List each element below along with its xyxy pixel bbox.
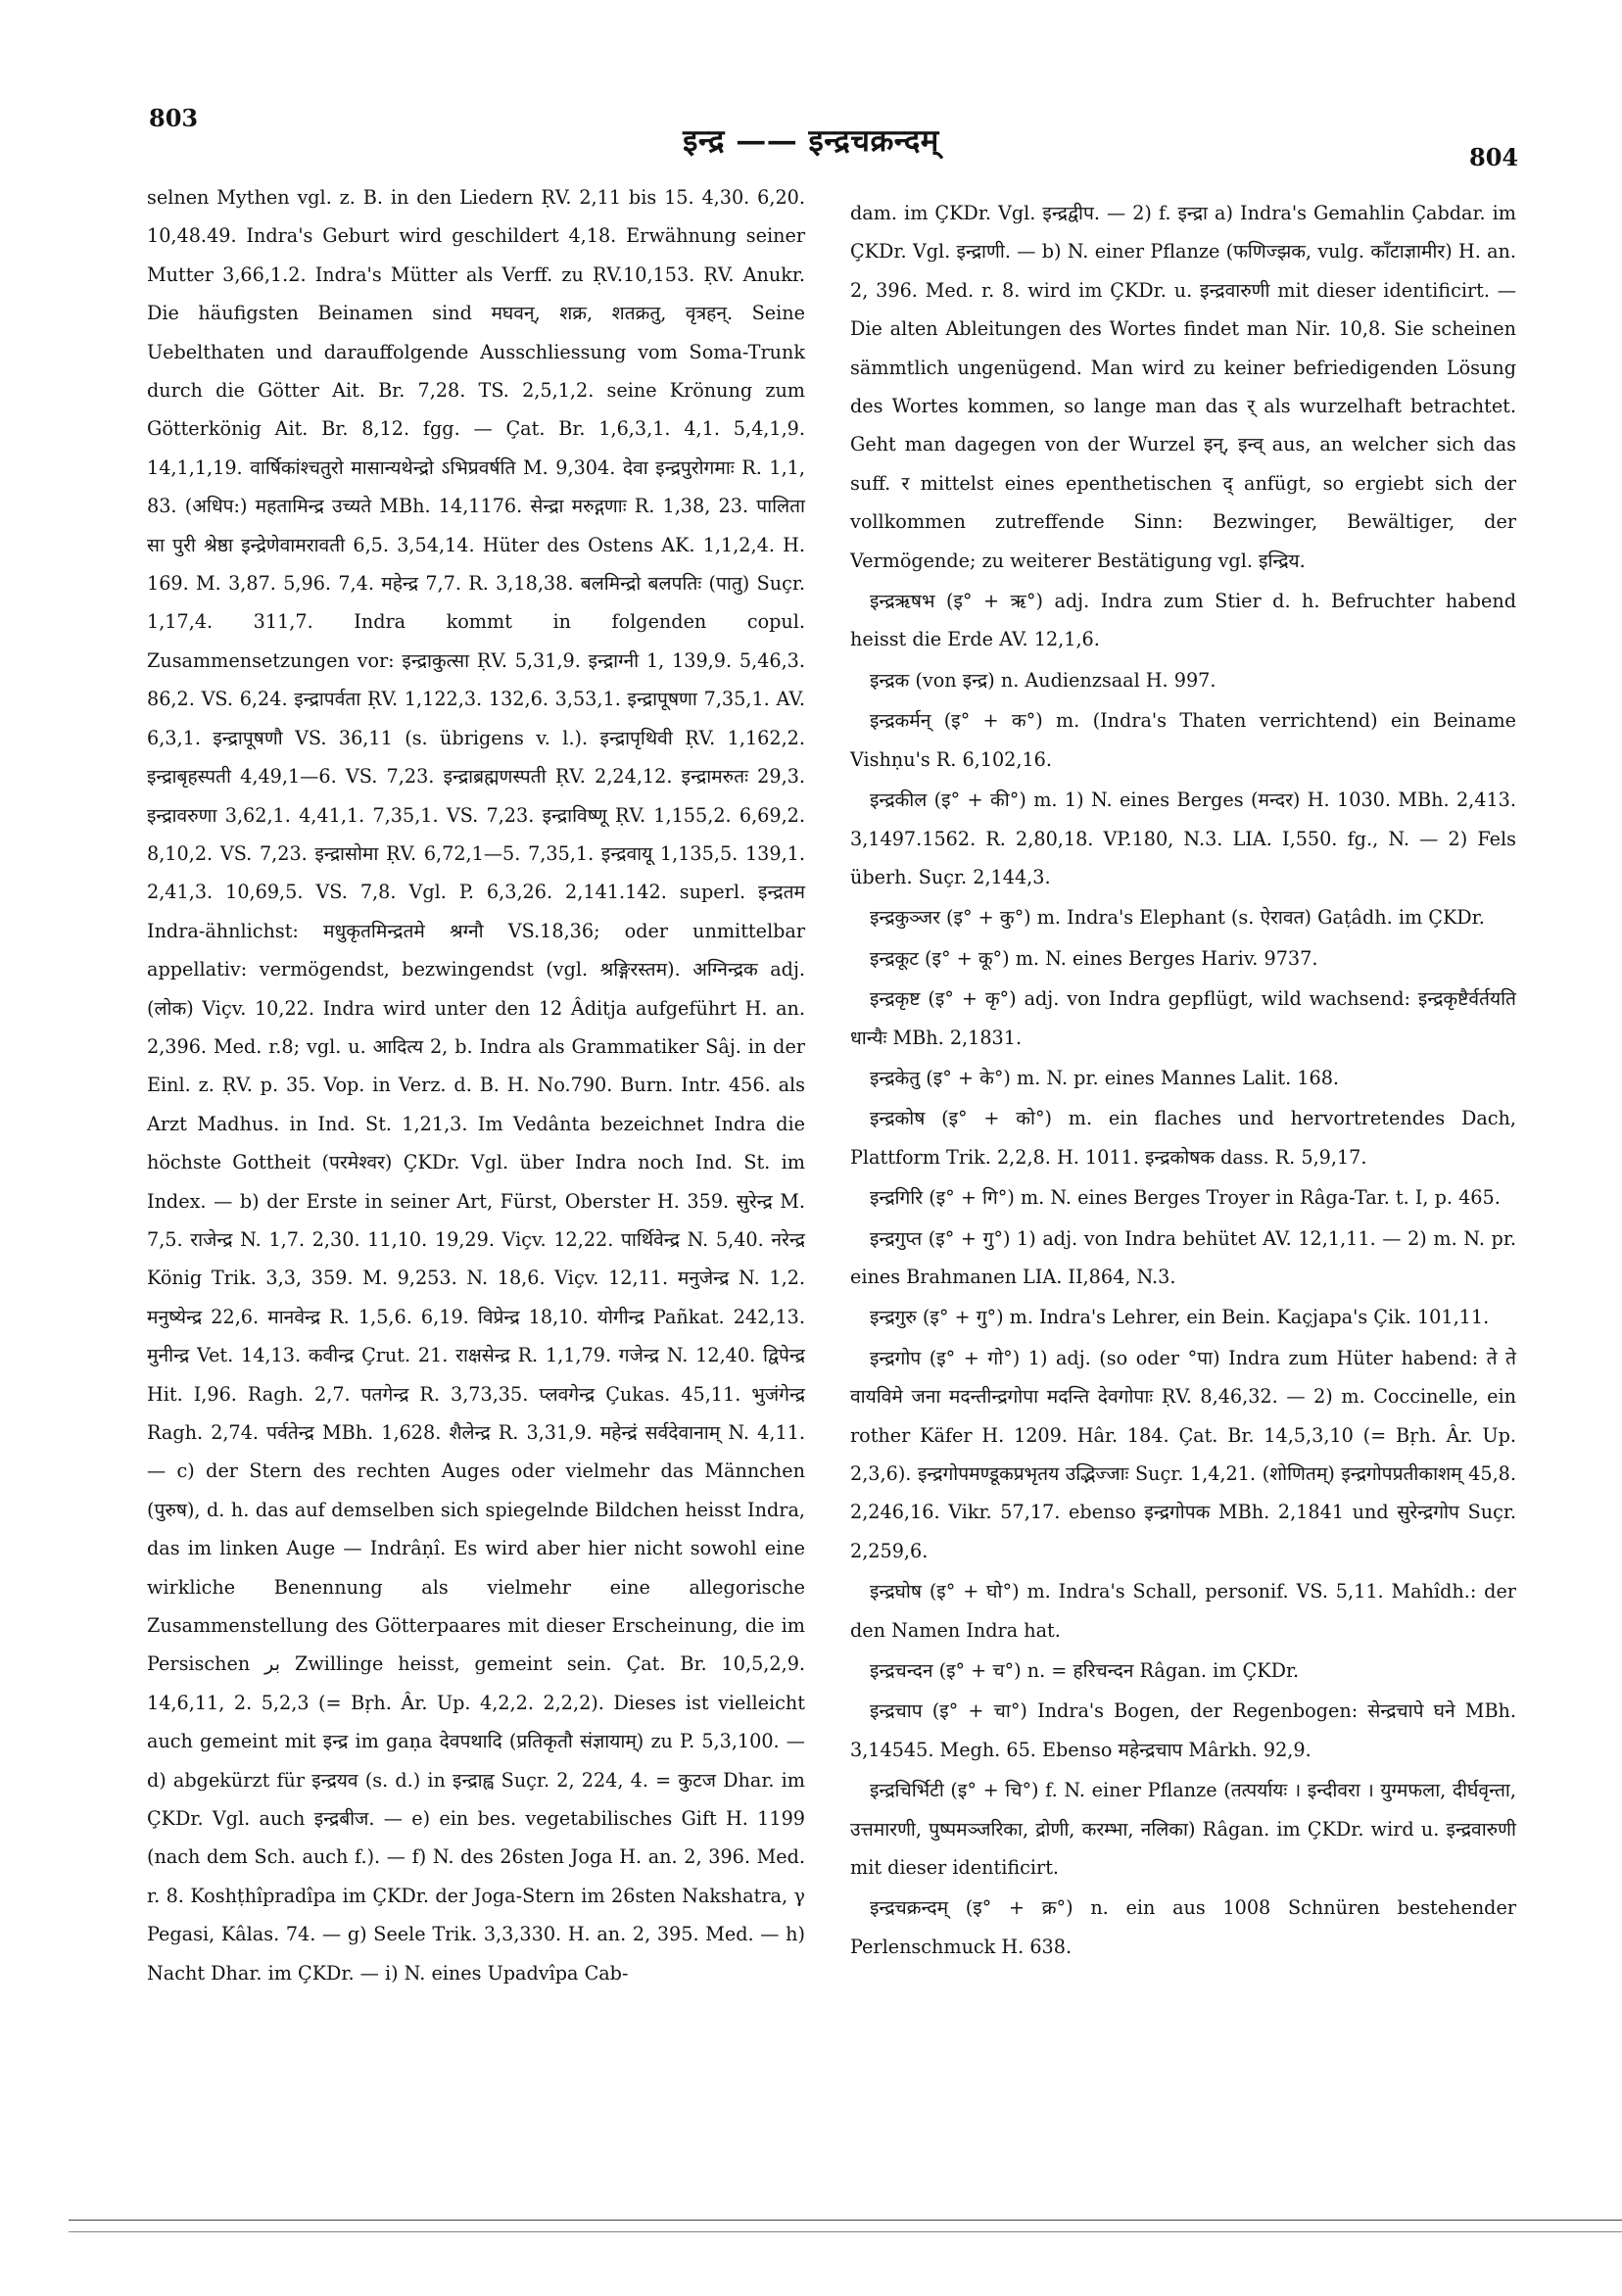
right-page-number: 804 [1469, 143, 1519, 171]
left-column-text: selnen Mythen vgl. z. B. in den Liedern ṚV. 2,11 bis 15. 4,30. 6,20. 10,48.49. Indra's Geburt wird geschildert 4,18. Erwähnung seiner Mutter 3,66,1.2. Indra's Mütter als Verff. zu ṚV.10,153. ṚV. Anukr. Die häufigsten Beinamen sind मघवन्, शक्र, शतक्रतु, वृत्रहन्. Seine Uebelthaten und darauffolgende Ausschliessung vom Soma-Trunk durch die Götter Ait. Br. 7,28. TS. 2,5,1,2. seine Krönung zum Götterkönig Ait. Br. 8,12. fgg. — Çat. Br. 1,6,3,1. 4,1. 5,4,1,9. 14,1,1,19. वार्षिकांश्चतुरो मासान्यथेन्द्रो ऽभिप्रवर्षति M. 9,304. देवा इन्द्रपुरोगमाः R. 1,1, 83. (अधिप:) महतामिन्द्र उच्यते MBh. 14,1176. सेन्द्रा मरुद्गणाः R. 1,38, 23. पालिता सा पुरी श्रेष्ठा इन्द्रेणेवामरावती 6,5. 3,54,14. Hüter des Ostens AK. 1,1,2,4. H. 169. M. 3,87. 5,96. 7,4. महेन्द्र 7,7. R. 3,18,38. बलमिन्द्रो बलपतिः (पातु) Suçr. 1,17,4. 311,7. Indra kommt in folgenden copul. Zusammensetzungen vor: इन्द्राकुत्सा ṚV. 5,31,9. इन्द्राग्नी 1, 139,9. 5,46,3. 86,2. VS. 6,24. इन्द्रापर्वता ṚV. 1,122,3. 132,6. 3,53,1. इन्द्रापूषणा 7,35,1. AV. 6,3,1. इन्द्रापूषणौ VS. 36,11 (s. übrigens v. l.). इन्द्रापृथिवी ṚV. 1,162,2. इन्द्राबृहस्पती 4,49,1—6. VS. 7,23. इन्द्राब्रह्मणस्पती ṚV. 2,24,12. इन्द्रामरुतः 29,3. इन्द्रावरुणा 3,62,1. 4,41,1. 7,35,1. VS. 7,23. इन्द्राविष्णू ṚV. 1,155,2. 6,69,2. 8,10,2. VS. 7,23. इन्द्रासोमा ṚV. 6,72,1—5. 7,35,1. इन्द्रवायू 1,135,5. 139,1. 2,41,3. 10,69,5. VS. 7,8. Vgl. P. 6,3,26. 2,141.142. superl. इन्द्रतम Indra-ähnlichst: मधुकृतमिन्द्रतमे श्रग्नौ VS.18,36; oder unmittelbar appellativ: vermögendst, bezwingendst (vgl. श्रङ्गिरस्तम). अग्निन्द्रक adj. (लोक) Viçv. 10,22. Indra wird unter den 12 Âditja aufgeführt H. an. 2,396. Med. r.8; vgl. u. आदित्य 2, b. Indra als Grammatiker Sâj. in der Einl. z. ṚV. p. 35. Vop. in Verz. d. B. H. No.790. Burn. Intr. 456. als Arzt Madhus. in Ind. St. 1,21,3. Im Vedânta bezeichnet Indra die höchste Gottheit (परमेश्वर) ÇKDr. Vgl. über Indra noch Ind. St. im Index. — b) der Erste in seiner Art, Fürst, Oberster H. 359. सुरेन्द्र M. 7,5. राजेन्द्र N. 1,7. 2,30. 11,10. 19,29. Viçv. 12,22. पार्थिवेन्द्र N. 5,40. नरेन्द्र König Trik. 3,3, 359. M. 9,253. N. 18,6. Viçv. 12,11. मनुजेन्द्र N. 1,2. मनुष्येन्द्र 22,6. मानवेन्द्र R. 1,5,6. 6,19. विप्रेन्द्र 18,10. योगीन्द्र Pañkat. 242,13. मुनीन्द्र Vet. 14,13. कवीन्द्र Çrut. 21. राक्षसेन्द्र R. 1,1,79. गजेन्द्र N. 12,40. द्विपेन्द्र Hit. I,96. Ragh. 2,7. पतगेन्द्र R. 3,73,35. प्लवगेन्द्र Çukas. 45,11. भुजंगेन्द्र Ragh. 2,74. पर्वतेन्द्र MBh. 1,628. शैलेन्द्र R. 3,31,9. महेन्द्रं सर्वदेवानाम् N. 4,11. — c) der Stern des rechten Auges oder vielmehr das Männchen (पुरुष), d. h. das auf demselben sich spiegelnde Bildchen heisst Indra, das im linken Auge — Indrâṇî. Es wird aber hier nicht sowohl eine wirkliche Benennung als vielmehr eine allegorische Zusammenstellung des Götterpaares mit dieser Erscheinung, die im Persischen ﺑﺮ Zwillinge heisst, gemeint sein. Çat. Br. 10,5,2,9. 14,6,11, 2. 5,2,3 (= Bṛh. Âr. Up. 4,2,2. 2,2,2). Dieses ist vielleicht auch gemeint mit इन्द्र im gaṇa देवपथादि (प्रतिकृतौ संज्ञायाम्) zu P. 5,3,100. — d) abgekürzt für इन्द्रयव (s. d.) in इन्द्राह्व Suçr. 2, 224, 4. = कुटज Dhar. im ÇKDr. Vgl. auch इन्द्रबीज. — e) ein bes. vegetabilisches Gift H. 1199 (nach dem Sch. auch f.). — f) N. des 26sten Joga H. an. 2, 396. Med. r. 8. Koshṭhîpradîpa im ÇKDr. der Joga-Stern im 26sten Nakshatra, γ Pegasi, Kâlas. 74. — g) Seele Trik. 3,3,330. H. an. 2, 395. Med. — h) Nacht Dhar. im ÇKDr. — i) N. eines Upadvîpa Cab- [147, 186, 805, 1985]
bottom-rule [69, 2220, 1622, 2221]
right-column [850, 194, 1516, 1968]
entry: इन्द्रगुरु (इ° + गु°) m. Indra's Lehrer, ein Bein. Kaçjapa's Çik. 101,11. [870, 1306, 1490, 1329]
entry: इन्द्रकील (इ° + की°) m. 1) N. eines Berges (मन्दर) H. 1030. MBh. 2,413. 3,1497.1562. R. 2,80,18. VP.180, N.3. LIA. I,550. fg., N. — 2) Fels überh. Suçr. 2,144,3. [850, 789, 1516, 888]
running-header: इन्द्र —— इन्द्रचक्रन्दम् [683, 123, 939, 159]
left-page-number: 803 [149, 104, 199, 132]
entry: इन्द्रक (von इन्द्र) n. Audienzsaal H. 997. [870, 668, 1216, 692]
entry: इन्द्रऋषभ (इ° + ऋ°) adj. Indra zum Stier d. h. Befruchter habend heisst die Erde AV. 12,1,6. [850, 590, 1516, 651]
entry: इन्द्रचाप (इ° + चा°) Indra's Bogen, der Regenbogen: सेन्द्रचापे घने MBh. 3,14545. Megh. 65. Ebenso महेन्द्रचाप Mârkh. 92,9. [850, 1699, 1516, 1761]
entry: इन्द्रकेतु (इ° + के°) m. N. pr. eines Mannes Lalit. 168. [870, 1066, 1340, 1089]
bottom-rule-secondary [69, 2231, 1622, 2232]
entry: इन्द्रकोष (इ° + को°) m. ein flaches und hervortretendes Dach, Plattform Trik. 2,2,8. H. 1011. इन्द्रकोषक dass. R. 5,9,17. [850, 1107, 1516, 1169]
left-column [147, 178, 805, 1994]
entry: इन्द्रचिर्भिटी (इ° + चि°) f. N. einer Pflanze (तत्पर्यायः । इन्दीवरा । युग्मफला, दीर्घवृन्ता, उत्तमारणी, पुष्पमञ्जरिका, द्रोणी, करम्भा, नलिका) Râgan. im ÇKDr. wird u. इन्द्रवारुणी mit dieser identificirt. [850, 1779, 1516, 1880]
entry: इन्द्रगोप (इ° + गो°) 1) adj. (so oder °पा) Indra zum Hüter habend: ते ते वायविमे जना मदन्तीन्द्रगोपा मदन्ति देवगोपाः ṚV. 8,46,32. — 2) m. Coccinelle, ein rother Käfer H. 1209. Hâr. 184. Çat. Br. 14,5,3,10 (= Bṛh. Âr. Up. 2,3,6). इन्द्रगोपमण्डूकप्रभृतय उद्भिज्जाः Suçr. 1,4,21. (शोणितम्) इन्द्रगोपप्रतीकाशम् 45,8. 2,246,16. Vikr. 57,17. ebenso इन्द्रगोपक MBh. 2,1841 und सुरेन्द्रगोप Suçr. 2,259,6. [850, 1346, 1516, 1562]
entry: इन्द्रगिरि (इ° + गि°) m. N. eines Berges Troyer in Râga-Tar. t. I, p. 465. [870, 1186, 1501, 1210]
entry: इन्द्रघोष (इ° + घो°) m. Indra's Schall, personif. VS. 5,11. Mahîdh.: der den Namen Indra hat. [850, 1580, 1516, 1642]
entry: इन्द्रगुप्त (इ° + गु°) 1) adj. von Indra behütet AV. 12,1,11. — 2) m. N. pr. eines Brahmanen LIA. II,864, N.3. [850, 1226, 1516, 1288]
entry: इन्द्रकृष्ट (इ° + कृ°) adj. von Indra gepflügt, wild wachsend: इन्द्रकृष्टैर्वर्तयति धान्यैः MBh. 2,1831. [850, 987, 1516, 1049]
entry: इन्द्रकुञ्जर (इ° + कु°) m. Indra's Elephant (s. ऐरावत) Gaṭâdh. im ÇKDr. [870, 906, 1485, 930]
entry: इन्द्रचन्दन (इ° + च°) n. = हरिचन्दन Râgan. im ÇKDr. [870, 1659, 1300, 1683]
entry: इन्द्रचक्रन्दम् (इ° + क्र°) n. ein aus 1008 Schnüren bestehender Perlenschmuck H. 638. [850, 1896, 1516, 1958]
entry: इन्द्रकूट (इ° + कू°) m. N. eines Berges Hariv. 9737. [870, 946, 1318, 970]
entry-continuation: dam. im ÇKDr. Vgl. इन्द्रद्वीप. — 2) f. इन्द्रा a) Indra's Gemahlin Çabdar. im ÇKDr. Vgl. इन्द्राणी. — b) N. einer Pflanze (फणिज्झक, vulg. काँटाज्ञामीर) H. an. 2, 396. Med. r. 8. wird im ÇKDr. u. इन्द्रवारुणी mit dieser identificirt. — Die alten Ableitungen des Wortes findet man Nir. 10,8. Sie scheinen sämmtlich ungenügend. Man wird zu keiner befriedigenden Lösung des Wortes kommen, so lange man das र् als wurzelhaft betrachtet. Geht man dagegen von der Wurzel इन्, इन्व् aus, an welcher sich das suff. र mittelst eines epenthetischen द् anfügt, so ergiebt sich der vollkommen zutreffende Sinn: Bezwinger, Bewältiger, der Vermögende; zu weiterer Bestätigung vgl. इन्द्रिय. [850, 202, 1516, 572]
entry: इन्द्रकर्मन् (इ° + क°) m. (Indra's Thaten verrichtend) ein Beiname Vishṇu's R. 6,102,16. [850, 709, 1516, 771]
